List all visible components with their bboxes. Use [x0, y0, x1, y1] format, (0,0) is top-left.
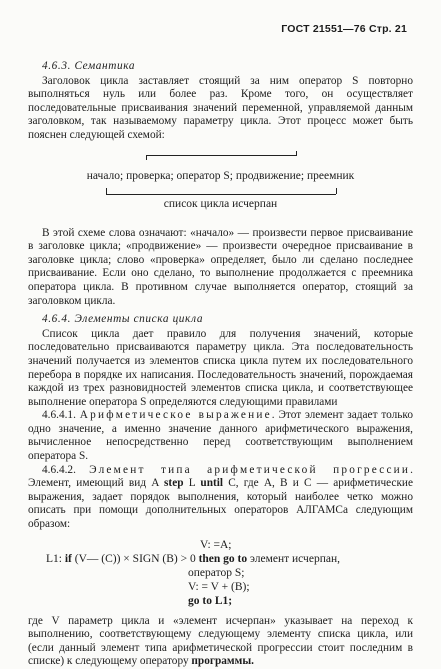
paragraph-text: программы. [191, 655, 254, 668]
clause-number: 4.6.4.2. [42, 463, 76, 476]
page-header: ГОСТ 21551—76 Стр. 21 [281, 23, 407, 35]
keyword-then-go-to: then go to [198, 552, 248, 565]
formula-line: V: =A; [200, 538, 232, 551]
scheme-upper-line [146, 155, 296, 156]
term-arith-progression: Элемент типа арифметической прогрессии [89, 463, 411, 476]
paragraph-elements: Список цикла дает правило для получения значений, которые последовательно присваиваются параметру цикла. Эта последовательность значений получается из элементов списка цикла путем их последовательного перебора в порядке их написания. Последовательность значений, порождаемая каждой из трех разновидностей элементов списка цикла, и соответствующее выполнение оператора S определяются следующими правилами [28, 327, 413, 408]
formula-target: L1; [211, 595, 233, 608]
paragraph-text: C, где A, B и C — арифметические выражения, задает порядок выполнения, который наиболее четко можно описать при помощи дополнительных операторов АЛГАМСа следующим образом: [28, 477, 413, 531]
keyword-step: step [164, 477, 184, 490]
keyword-until: until [200, 477, 224, 490]
section-heading-elements: 4.6.4. Элементы списка цикла [42, 313, 204, 326]
paragraph-scheme-explanation: В этой схеме слова означают: «начало» — произвести первое присваивание в заголовке цикла; «продвижение» — произвести очередное присваивание в заголовке цикла; слово «проверка» определяет, было ли сделано последнее присваивание. Если оно сделано, то выполнение продолжается с преемника оператора цикла. В противном случае выполняется оператор, стоящий за заголовком цикла. [28, 226, 413, 307]
scheme-tick [146, 155, 147, 160]
paragraph-text: L [183, 477, 201, 490]
formula-target: элемент исчерпан, [247, 552, 340, 565]
scheme-tick [336, 188, 337, 194]
section-heading-semantics: 4.6.3. Семантика [42, 60, 136, 72]
keyword-go-to: go to [188, 595, 212, 608]
paragraph-semantics: Заголовок цикла заставляет стоящий за ним оператор S повторно выполняться нуль или более раз. Кроме того, он осуществляет последовательные присваивания значений переменной, управляемой данным заголовком, так называемому параметру цикла. Этот процесс может быть пояснен следующей схемой: [28, 74, 413, 141]
scheme-tick [296, 151, 297, 156]
scheme-tick [106, 188, 107, 194]
paragraph-text: где V параметр цикла и «элемент исчерпан» указывает на переход к выполнению, соответствующему следующему элементу списка цикла, или (если данный элемент типа арифметической прогрессии стоит последним в списке) к следующему оператору [28, 614, 413, 668]
formula-line [28, 552, 413, 566]
clause-number: 4.6.4.1. [42, 409, 76, 422]
scheme-caption: список цикла исчерпан [163, 197, 278, 210]
paragraph-arith-expression [28, 409, 413, 463]
algorithm-formula [28, 538, 413, 609]
scheme-lower-line [106, 194, 336, 195]
term-arith-expression: Арифметическое выражение [79, 409, 272, 422]
paragraph-parameter [28, 615, 413, 669]
page-content [28, 60, 413, 669]
formula-line [28, 594, 413, 608]
paragraph-text: . Этот элемент задает только одно значение, а именно значение данного арифметического выражения, вычисленное непосредственно перед соответствующим выполнением оператора S. [28, 409, 413, 463]
keyword-if: if [64, 552, 72, 565]
formula-condition: (V— (C)) × SIGN (B) > 0 [71, 552, 199, 565]
formula-line: V: = V + (B); [188, 581, 250, 594]
paragraph-arith-progression [28, 464, 413, 532]
formula-line: оператор S; [188, 567, 245, 580]
paragraph-text: . Элемент, имеющий вид A [28, 463, 413, 490]
scheme-main-line: начало; проверка; оператор S; продвижение; преемник [86, 169, 355, 182]
formula-label: L1: [46, 552, 65, 565]
loop-scheme-diagram [28, 147, 413, 219]
